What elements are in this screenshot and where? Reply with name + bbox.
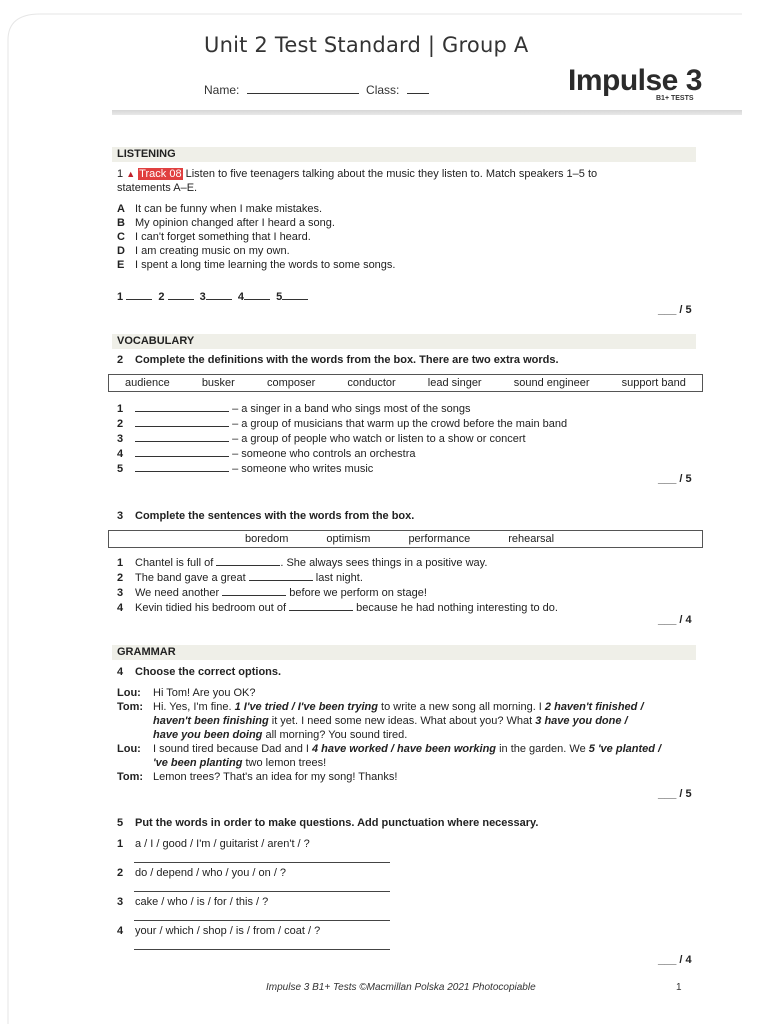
answer-field[interactable]	[126, 289, 152, 300]
q5-item: 1 a / I / good / I'm / guitarist / aren't / ?	[117, 838, 310, 850]
score-q5: ___ / 4	[658, 954, 692, 966]
dialogue-line: Tom: Hi. Yes, I'm fine. 1 I've tried / I've been trying to write a new song all morning. I 2 haven't finished /	[117, 701, 644, 713]
page-number: 1	[676, 982, 682, 993]
option-choice[interactable]: have you been doing	[153, 729, 263, 741]
answer-field[interactable]	[135, 401, 229, 412]
list-item: D I am creating music on my own.	[117, 245, 290, 257]
footer-text: Impulse 3 B1+ Tests ©Macmillan Polska 2021 Photocopiable	[266, 982, 536, 993]
list-item: 4 Kevin tidied his bedroom out of because he had nothing interesting to do.	[117, 602, 558, 614]
track-label[interactable]: Track 08	[139, 168, 182, 180]
list-item: A It can be funny when I make mistakes.	[117, 203, 323, 215]
list-item: C I can't forget something that I heard.	[117, 231, 311, 243]
word-box	[108, 530, 703, 548]
name-class-row	[204, 83, 429, 97]
answer-field[interactable]	[135, 446, 229, 457]
name-label: Name:	[204, 83, 240, 97]
score-listening: ___ / 5	[658, 304, 692, 316]
name-field[interactable]	[247, 83, 359, 94]
answer-line[interactable]	[134, 891, 390, 892]
list-item: 3 We need another before we perform on stage!	[117, 587, 427, 599]
word-box-item: busker	[201, 377, 235, 389]
brand-subtitle: B1+ TESTS	[656, 95, 694, 102]
list-item: 1 Chantel is full of . She always sees things in a positive way.	[117, 557, 488, 569]
score-q4: ___ / 5	[658, 788, 692, 800]
answer-field[interactable]	[135, 461, 229, 472]
dialogue-line: Lou: Hi Tom! Are you OK?	[117, 687, 256, 699]
list-item: B My opinion changed after I heard a song.	[117, 217, 335, 229]
option-choice[interactable]: haven't been finishing	[153, 715, 269, 727]
dialogue-line: Tom: Lemon trees? That's an idea for my song! Thanks!	[117, 771, 398, 783]
word-box-item: lead singer	[427, 377, 482, 389]
option-choice[interactable]: 1 I've tried / I've been trying	[234, 701, 378, 713]
answer-field[interactable]	[216, 555, 280, 566]
brand-logo: Impulse 3	[568, 64, 702, 97]
class-label: Class:	[366, 83, 400, 97]
option-choice[interactable]: 4 have worked / have been working	[312, 743, 497, 755]
answer-field[interactable]	[282, 289, 308, 300]
listening-heading: LISTENING	[112, 147, 696, 162]
answer-line[interactable]	[134, 949, 390, 950]
list-item: 4 – someone who controls an orchestra	[117, 448, 416, 460]
word-box-item: boredom	[245, 533, 289, 545]
instruction-text: Listen to five teenagers talking about the music they listen to. Match speakers 1–5 to	[182, 168, 598, 180]
answer-line[interactable]	[134, 862, 390, 863]
header-divider	[112, 110, 742, 115]
option-choice[interactable]: 2 haven't finished /	[544, 701, 644, 713]
listening-instruction	[117, 167, 677, 195]
dialogue-line: Lou: I sound tired because Dad and I 4 have worked / have been working in the garden. We 5 've planted /	[117, 743, 662, 755]
option-choice[interactable]: 've been planting	[153, 757, 243, 769]
list-item: 1 – a singer in a band who sings most of the songs	[117, 403, 471, 415]
word-box-item: audience	[125, 377, 170, 389]
answer-field[interactable]	[206, 289, 232, 300]
q3-instruction: 3 Complete the sentences with the words from the box.	[117, 510, 415, 522]
answer-field[interactable]	[222, 585, 286, 596]
list-item: 5 – someone who writes music	[117, 463, 374, 475]
score-q2: ___ / 5	[658, 473, 692, 485]
q5-item: 4 your / which / shop / is / from / coat / ?	[117, 925, 321, 937]
answer-field[interactable]	[244, 289, 270, 300]
q5-instruction: 5 Put the words in order to make questions. Add punctuation where necessary.	[117, 817, 539, 829]
dialogue-line: have you been doing all morning? You sound tired.	[153, 729, 408, 741]
answer-field[interactable]	[289, 600, 353, 611]
word-box-item: sound engineer	[513, 377, 590, 389]
page-title: Unit 2 Test Standard | Group A	[204, 33, 529, 57]
instruction-text-2: statements A–E.	[117, 182, 198, 194]
answer-field[interactable]	[168, 289, 194, 300]
grammar-heading: GRAMMAR	[112, 645, 696, 660]
answer-field[interactable]	[135, 431, 229, 442]
list-item: 2 The band gave a great last night.	[117, 572, 363, 584]
word-box-item: optimism	[326, 533, 371, 545]
question-number: 1	[117, 168, 124, 180]
option-choice[interactable]: 5 've planted /	[588, 743, 662, 755]
vocabulary-heading: VOCABULARY	[112, 334, 696, 349]
q2-items	[117, 401, 567, 476]
answer-line[interactable]	[134, 920, 390, 921]
dialogue-line: haven't been finishing it yet. I need some new ideas. What about you? What 3 have you done /	[153, 715, 628, 727]
q5-item: 2 do / depend / who / you / on / ?	[117, 867, 287, 879]
list-item: E I spent a long time learning the words to some songs.	[117, 259, 396, 271]
list-item: 3 – a group of people who watch or listen to a show or concert	[117, 433, 526, 445]
word-box-item: performance	[408, 533, 471, 545]
answer-field[interactable]	[249, 570, 313, 581]
option-choice[interactable]: 3 have you done /	[535, 715, 628, 727]
word-box-item: support band	[621, 377, 686, 389]
word-box-item: composer	[266, 377, 316, 389]
listening-answers: 1 2 3 4 5	[117, 289, 308, 304]
q5-item: 3 cake / who / is / for / this / ?	[117, 896, 269, 908]
word-box-item: rehearsal	[508, 533, 555, 545]
audio-track-icon[interactable]: ▲	[126, 169, 136, 179]
q3-items	[117, 555, 558, 615]
list-item: 2 – a group of musicians that warm up the crowd before the main band	[117, 418, 568, 430]
class-field[interactable]	[407, 83, 429, 94]
q2-instruction: 2 Complete the definitions with the words from the box. There are two extra words.	[117, 354, 559, 366]
q4-instruction: 4 Choose the correct options.	[117, 666, 282, 678]
word-box-item: conductor	[347, 377, 396, 389]
dialogue-line: 've been planting two lemon trees!	[153, 757, 327, 769]
word-box	[108, 374, 703, 392]
answer-field[interactable]	[135, 416, 229, 427]
dialogue	[117, 686, 707, 784]
score-q3: ___ / 4	[658, 614, 692, 626]
listening-options	[117, 202, 395, 272]
